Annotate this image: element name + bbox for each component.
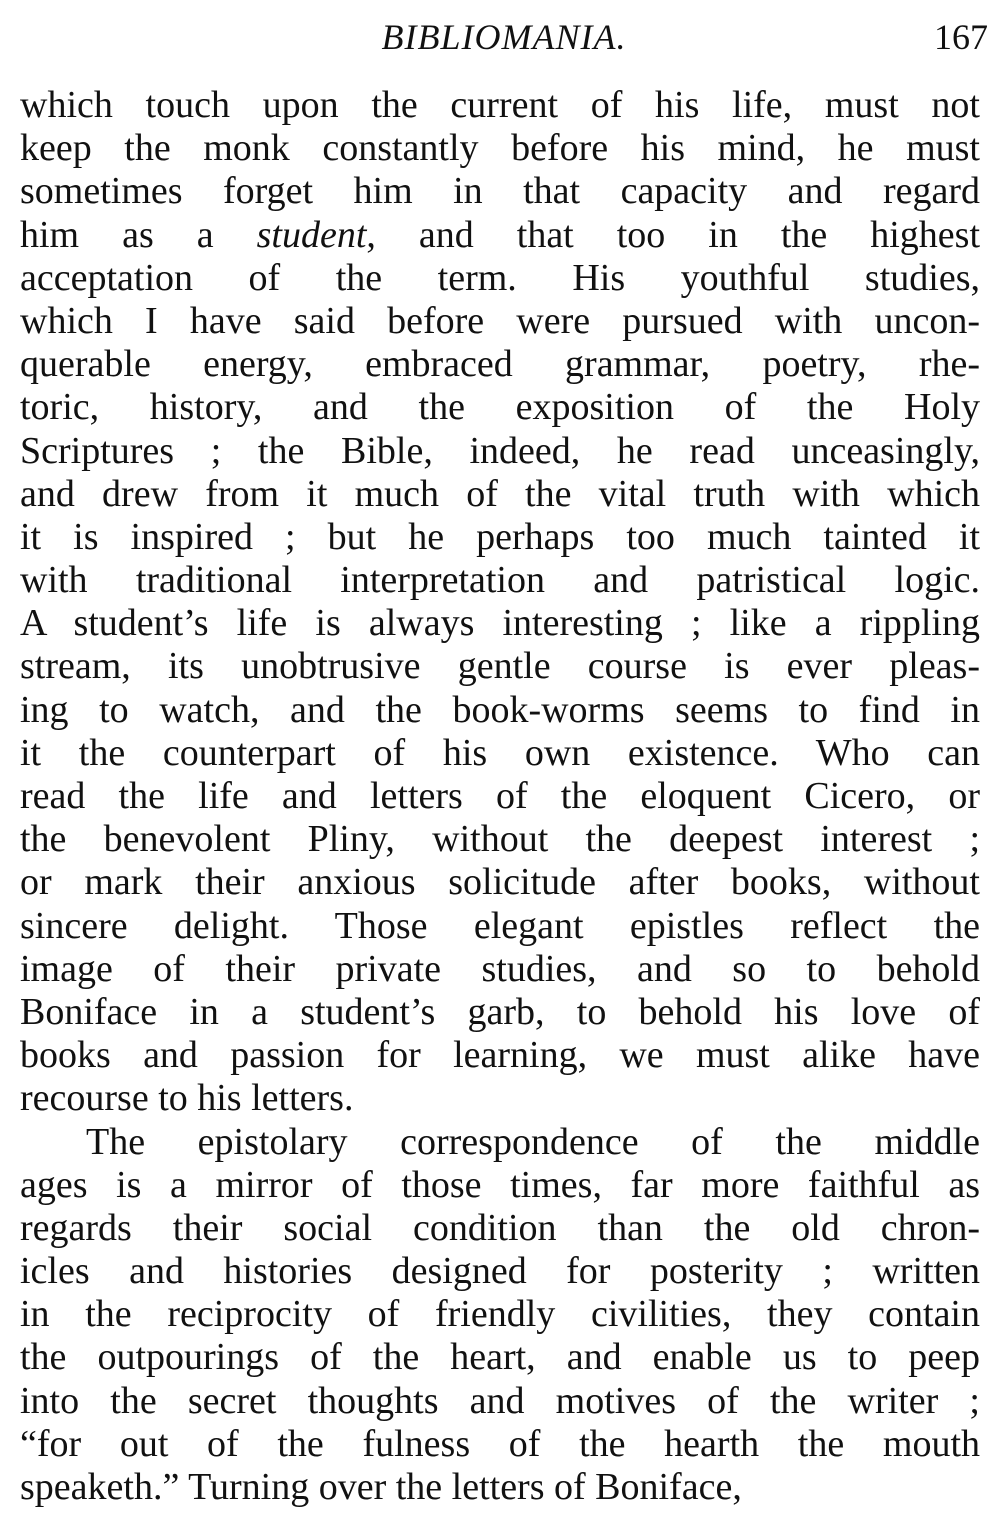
text-segment: ing to watch, and the book-worms seems to find in <box>20 688 980 731</box>
text-line <box>20 991 980 1034</box>
text-segment: sincere delight. Those elegant epistles reflect the <box>20 904 980 947</box>
text-segment: The epistolary correspondence of the middle <box>86 1120 980 1163</box>
text-line <box>20 1077 980 1120</box>
running-head <box>20 14 988 60</box>
body-text <box>20 84 980 1509</box>
text-line <box>20 300 980 343</box>
text-segment: in the reciprocity of friendly civilities, they contain <box>20 1293 980 1336</box>
text-line <box>20 732 980 775</box>
text-line <box>20 84 980 127</box>
text-segment: and drew from it much of the vital truth with which <box>20 472 980 515</box>
text-line <box>20 386 980 429</box>
text-segment: read the life and letters of the eloquent Cicero, or <box>20 775 980 817</box>
italic-text-segment: student <box>256 213 367 256</box>
text-line <box>20 473 980 516</box>
text-segment: “for out of the fulness of the hearth the mouth <box>20 1422 980 1465</box>
text-line <box>20 1250 980 1293</box>
text-line <box>20 948 980 991</box>
text-segment: toric, history, and the exposition of the Holy <box>20 386 980 429</box>
text-segment: image of their private studies, and so to behold <box>20 947 980 990</box>
text-line <box>20 645 980 688</box>
text-segment: sometimes forget him in that capacity and regard <box>20 170 980 213</box>
text-line <box>20 1207 980 1250</box>
text-line <box>20 818 980 861</box>
text-segment: which I have said before were pursued with uncon- <box>20 299 980 342</box>
text-segment: it the counterpart of his own existence. Who can <box>20 731 980 774</box>
text-line <box>20 1034 980 1077</box>
text-segment: the outpourings of the heart, and enable us to peep <box>20 1336 980 1379</box>
text-line <box>20 257 980 300</box>
text-segment: icles and histories designed for posterity ; written <box>20 1250 980 1293</box>
text-line <box>20 861 980 904</box>
text-segment: recourse to his letters. <box>20 1077 354 1120</box>
text-line <box>20 689 980 732</box>
text-segment: which touch upon the current of his life, must not <box>20 84 980 126</box>
text-line <box>20 214 980 257</box>
text-line <box>20 559 980 602</box>
text-line <box>20 430 980 473</box>
text-segment: keep the monk constantly before his mind, he must <box>20 127 980 170</box>
text-segment: into the secret thoughts and motives of the writer ; <box>20 1379 980 1422</box>
text-line <box>20 1380 980 1423</box>
text-segment: it is inspired ; but he perhaps too much tainted it <box>20 515 980 558</box>
text-line <box>20 127 980 170</box>
text-line <box>20 1466 980 1509</box>
text-segment: regards their social condition than the old chron- <box>20 1206 980 1249</box>
text-segment: stream, its unobtrusive gentle course is ever pleas- <box>20 645 980 688</box>
text-line <box>20 1164 980 1207</box>
text-line <box>20 775 980 818</box>
text-segment: ages is a mirror of those times, far more faithful as <box>20 1163 980 1206</box>
text-line <box>20 905 980 948</box>
text-segment: him as a <box>20 213 257 256</box>
text-segment: with traditional interpretation and patristical logic. <box>20 559 980 602</box>
text-segment: Scriptures ; the Bible, indeed, he read unceasingly, <box>20 429 980 472</box>
text-segment: the benevolent Pliny, without the deepest interest ; <box>20 818 980 861</box>
text-segment: or mark their anxious solicitude after books, without <box>20 861 980 904</box>
text-line <box>20 343 980 386</box>
text-segment: A student’s life is always interesting ; like a rippling <box>20 602 980 645</box>
text-line <box>20 1336 980 1379</box>
text-line <box>20 1121 980 1164</box>
text-segment: querable energy, embraced grammar, poetry, rhe- <box>20 343 980 386</box>
text-segment: , and that too in the highest <box>366 213 980 256</box>
running-title: BIBLIOMANIA. <box>381 17 627 57</box>
text-segment: books and passion for learning, we must alike have <box>20 1034 980 1077</box>
text-line <box>20 1423 980 1466</box>
text-line <box>20 1293 980 1336</box>
text-segment: acceptation of the term. His youthful studies, <box>20 256 980 299</box>
text-segment: speaketh.” Turning over the letters of Boniface, <box>20 1466 742 1508</box>
text-line <box>20 602 980 645</box>
page-number: 167 <box>934 17 988 57</box>
text-line <box>20 516 980 559</box>
text-line <box>20 170 980 213</box>
text-segment: Boniface in a student’s garb, to behold his love of <box>20 990 980 1033</box>
